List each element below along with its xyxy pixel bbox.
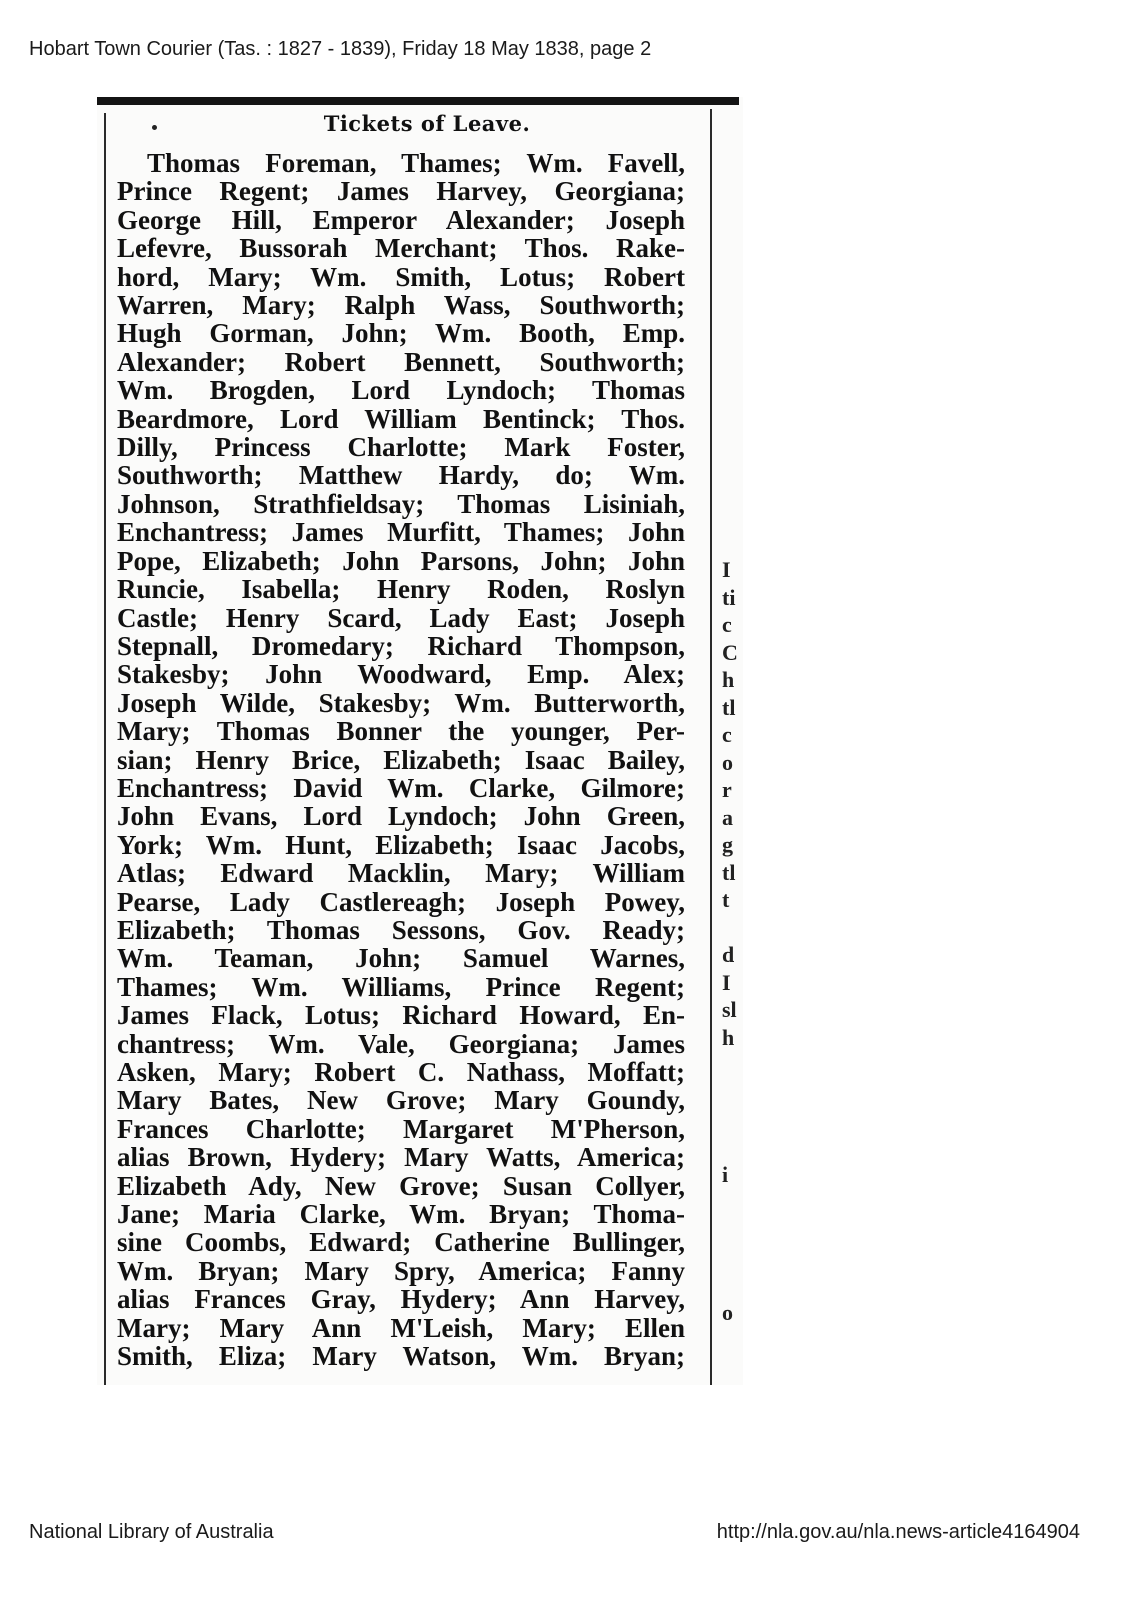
article-line: Wm. Teaman, John; Samuel Warnes, xyxy=(117,943,685,974)
article-line: Elizabeth; Thomas Sessons, Gov. Ready; xyxy=(117,914,685,945)
article-line: Smith, Eliza; Mary Watson, Wm. Bryan; xyxy=(117,1341,685,1372)
article-heading: Tickets of Leave. xyxy=(323,111,531,136)
article-line: Beardmore, Lord William Bentinck; Thos. xyxy=(117,403,685,434)
adjacent-column-letter: I xyxy=(722,557,731,582)
adjacent-column-fragment xyxy=(710,97,740,1385)
adjacent-column-letter: h xyxy=(722,1024,735,1050)
article-line: George Hill, Emperor Alexander; Joseph xyxy=(117,204,685,235)
adjacent-column-letter: C xyxy=(722,639,738,665)
article-line: Hugh Gorman, John; Wm. Booth, Emp. xyxy=(117,318,685,349)
adjacent-column-letter: c xyxy=(722,722,732,747)
article-line: alias Frances Gray, Hydery; Ann Harvey, xyxy=(117,1284,685,1315)
newspaper-clipping xyxy=(97,97,743,1385)
adjacent-column-letter: c xyxy=(722,612,732,637)
adjacent-column-letter: h xyxy=(722,667,735,692)
adjacent-column-letter: i xyxy=(722,1162,729,1187)
article-line: Lefevre, Bussorah Merchant; Thos. Rake- xyxy=(117,233,685,264)
article-line: Runcie, Isabella; Henry Roden, Roslyn xyxy=(117,574,685,605)
adjacent-column-letter: r xyxy=(722,777,732,802)
left-column-rule xyxy=(104,113,106,1385)
article-line: Alexander; Robert Bennett, Southworth; xyxy=(117,346,685,377)
article-line: York; Wm. Hunt, Elizabeth; Isaac Jacobs, xyxy=(117,829,685,860)
article-line: Pope, Elizabeth; John Parsons, John; John xyxy=(117,545,685,576)
article-line: Asken, Mary; Robert C. Nathass, Moffatt; xyxy=(117,1057,685,1087)
adjacent-column-letter: g xyxy=(722,832,733,857)
article-line: Mary; Thomas Bonner the younger, Per- xyxy=(117,716,685,747)
article-line: Elizabeth Ady, New Grove; Susan Collyer, xyxy=(117,1170,685,1201)
article-line: Southworth; Matthew Hardy, do; Wm. xyxy=(117,460,685,491)
article-line: Castle; Henry Scard, Lady East; Joseph xyxy=(117,602,685,633)
article-body xyxy=(117,149,685,1370)
adjacent-column-letter: o xyxy=(722,749,733,775)
article-line: Enchantress; David Wm. Clarke, Gilmore; xyxy=(117,772,685,803)
article-line: Joseph Wilde, Stakesby; Wm. Butterworth, xyxy=(117,687,685,718)
article-line: hord, Mary; Wm. Smith, Lotus; Robert xyxy=(117,261,685,292)
article-line: Dilly, Princess Charlotte; Mark Foster, xyxy=(117,432,685,463)
article-line: Enchantress; James Murfitt, Thames; John xyxy=(117,517,685,548)
article-line: chantress; Wm. Vale, Georgiana; James xyxy=(117,1028,685,1059)
article-line: Warren, Mary; Ralph Wass, Southworth; xyxy=(117,290,685,321)
article-line: James Flack, Lotus; Richard Howard, En- xyxy=(117,1000,685,1031)
article-line: Thames; Wm. Williams, Prince Regent; xyxy=(117,971,685,1002)
footer-url[interactable]: http://nla.gov.au/nla.news-article4164904 xyxy=(716,1521,1080,1543)
article-line: Mary; Mary Ann M'Leish, Mary; Ellen xyxy=(117,1312,685,1343)
page-citation: Hobart Town Courier (Tas. : 1827 - 1839), Friday 18 May 1838, page 2 xyxy=(29,38,652,60)
article-line: sian; Henry Brice, Elizabeth; Isaac Bailey, xyxy=(117,744,685,775)
article-line: Atlas; Edward Macklin, Mary; William xyxy=(117,858,685,889)
article-line: Stakesby; John Woodward, Emp. Alex; xyxy=(117,659,685,690)
adjacent-column-letter: sl xyxy=(722,997,737,1022)
article-line: Thomas Foreman, Thames; Wm. Favell, xyxy=(147,148,685,178)
adjacent-column-letter: a xyxy=(722,804,733,830)
article-line: John Evans, Lord Lyndoch; John Green, xyxy=(117,801,685,832)
adjacent-column-letter: d xyxy=(722,942,735,967)
adjacent-column-letter: tl xyxy=(722,694,736,720)
article-line: Frances Charlotte; Margaret M'Pherson, xyxy=(117,1113,685,1144)
adjacent-column-letter: o xyxy=(722,1299,733,1325)
article-line: alias Brown, Hydery; Mary Watts, America; xyxy=(117,1142,685,1173)
article-line: Wm. Brogden, Lord Lyndoch; Thomas xyxy=(117,375,685,406)
adjacent-column-letter: I xyxy=(722,969,731,995)
article-line: Stepnall, Dromedary; Richard Thompson, xyxy=(117,630,685,661)
adjacent-column-letter: ti xyxy=(722,584,736,610)
article-line: Mary Bates, New Grove; Mary Goundy, xyxy=(117,1085,685,1116)
article-line: sine Coombs, Edward; Catherine Bullinger, xyxy=(117,1227,685,1258)
adjacent-column-letter: tl xyxy=(722,859,736,885)
article-line: Johnson, Strathfieldsay; Thomas Lisiniah, xyxy=(117,488,685,519)
article-line: Prince Regent; James Harvey, Georgiana; xyxy=(117,176,685,207)
adjacent-column-letter: t xyxy=(722,887,730,912)
top-rule xyxy=(97,97,739,105)
article-line: Pearse, Lady Castlereagh; Joseph Powey, xyxy=(117,886,685,917)
footer-source: National Library of Australia xyxy=(29,1521,274,1543)
article-line: Wm. Bryan; Mary Spry, America; Fanny xyxy=(117,1255,685,1286)
article-line: Jane; Maria Clarke, Wm. Bryan; Thoma- xyxy=(117,1199,685,1230)
